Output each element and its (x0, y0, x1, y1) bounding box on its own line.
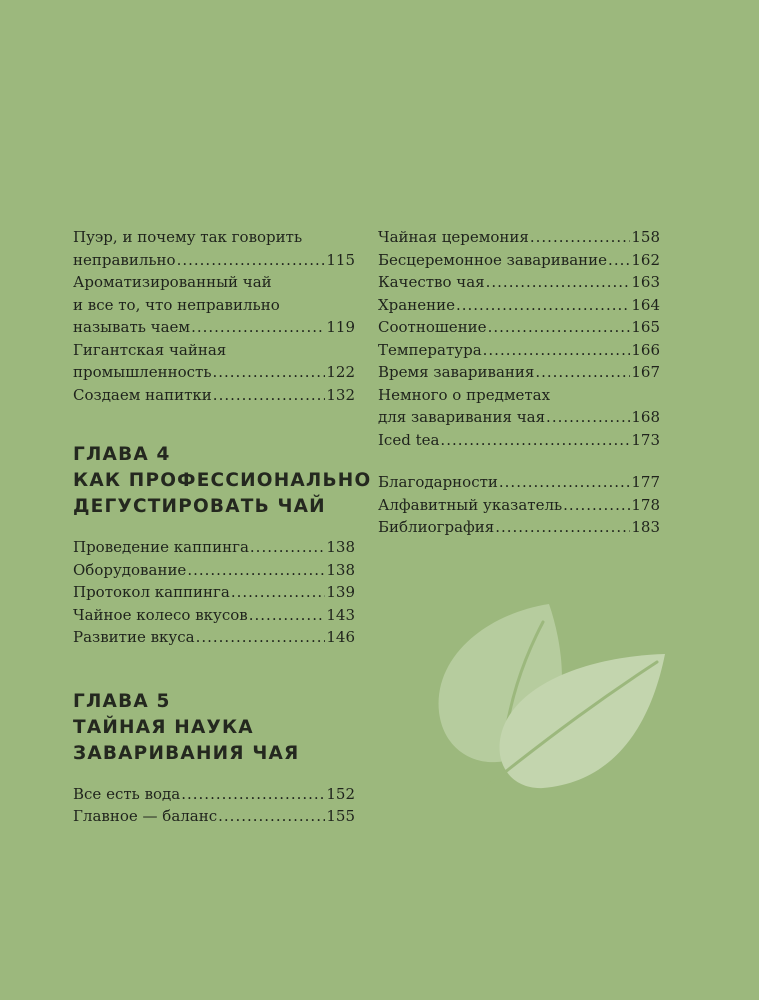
chapter-5-title-line-1: ТАЙНАЯ НАУКА (73, 716, 254, 738)
toc-page-number: 178 (631, 495, 660, 514)
toc-page-number: 155 (326, 807, 355, 825)
dot-leader (191, 316, 325, 339)
dot-leader (530, 226, 630, 249)
toc-back-matter (378, 471, 660, 539)
toc-page-number: 138 (326, 538, 355, 556)
toc-page-number: 119 (326, 318, 355, 336)
dot-leader (535, 361, 630, 384)
toc-entry-title: Iced tea (378, 430, 440, 449)
toc-left-column (73, 226, 372, 828)
toc-entry[interactable] (73, 604, 355, 627)
toc-right-entries (378, 226, 660, 451)
dot-leader (250, 536, 325, 559)
toc-page-number: 122 (326, 363, 355, 381)
chapter-4-entries (73, 536, 355, 649)
toc-entry-title: Благодарности (378, 473, 498, 491)
toc-page-number: 162 (631, 250, 660, 269)
toc-entry[interactable] (378, 226, 660, 249)
toc-entry[interactable] (73, 226, 355, 271)
toc-entry[interactable] (378, 471, 660, 494)
toc-entry-title: Проведение каппинга (73, 538, 249, 556)
toc-entry-text: Немного о предметах (378, 385, 551, 404)
chapter-4-title-line-1: КАК ПРОФЕССИОНАЛЬНО (73, 470, 372, 491)
toc-page-number: 166 (631, 340, 660, 359)
chapter-4-heading (73, 442, 372, 520)
toc-entry-title: Хранение (378, 295, 455, 314)
toc-entry-text: Ароматизированный чай (73, 273, 272, 291)
dot-leader (483, 339, 631, 362)
toc-entry[interactable] (378, 516, 660, 539)
toc-entry[interactable] (73, 581, 355, 604)
dot-leader (187, 559, 325, 582)
toc-entry[interactable] (73, 626, 355, 649)
toc-page-number: 158 (631, 228, 660, 246)
toc-page-number: 183 (631, 518, 660, 536)
chapter-4-title-line-2: ДЕГУСТИРОВАТЬ ЧАЙ (73, 496, 326, 517)
toc-entry-text: Гигантская чайная (73, 340, 227, 359)
dot-leader (499, 471, 630, 494)
toc-entry[interactable] (378, 384, 660, 429)
dot-leader (177, 249, 326, 272)
toc-intro-entries (73, 226, 355, 406)
chapter-5-entries (73, 783, 355, 828)
dot-leader (546, 406, 630, 429)
dot-leader (212, 361, 325, 384)
toc-entry[interactable] (73, 271, 355, 339)
toc-entry-text: Пуэр, и почему так говорить (73, 228, 303, 246)
toc-entry[interactable] (73, 783, 355, 806)
chapter-5-title-line-2: ЗАВАРИВАНИЯ ЧАЯ (73, 742, 300, 764)
dot-leader (456, 294, 630, 317)
toc-page-number: 143 (326, 605, 355, 624)
dot-leader (181, 783, 325, 806)
toc-entry-title: неправильно (73, 250, 176, 269)
toc-entry[interactable] (378, 494, 660, 517)
toc-page-number: 165 (631, 318, 660, 336)
toc-entry-title: Время заваривания (378, 363, 535, 381)
toc-entry-title: Оборудование (73, 560, 187, 579)
toc-entry[interactable] (73, 384, 355, 407)
toc-entry[interactable] (73, 805, 355, 828)
toc-entry[interactable] (378, 361, 660, 384)
toc-page-number: 132 (326, 385, 355, 404)
toc-entry-title: Бесцеремонное заваривание (378, 250, 608, 269)
toc-entry[interactable] (378, 271, 660, 294)
toc-page-number: 146 (326, 628, 355, 646)
toc-entry-text: и все то, что неправильно (73, 295, 280, 314)
tea-leaves-icon (425, 600, 671, 796)
toc-entry[interactable] (73, 536, 355, 559)
dot-leader (213, 384, 326, 407)
chapter-5-number: ГЛАВА 5 (73, 690, 171, 712)
toc-page-number: 168 (631, 408, 660, 426)
toc-entry[interactable] (73, 559, 355, 582)
toc-entry[interactable] (378, 294, 660, 317)
chapter-5-heading (73, 689, 355, 767)
toc-entry-title: для заваривания чая (378, 408, 546, 426)
chapter-4-number: ГЛАВА 4 (73, 444, 171, 465)
toc-page-number: 115 (326, 250, 355, 269)
toc-entry-title: называть чаем (73, 318, 191, 336)
toc-entry[interactable] (378, 339, 660, 362)
toc-entry-title: Развитие вкуса (73, 628, 195, 646)
toc-entry-title: Все есть вода (73, 784, 181, 803)
dot-leader (218, 805, 325, 828)
dot-leader (495, 516, 630, 539)
toc-entry[interactable] (378, 429, 660, 452)
dot-leader (440, 429, 630, 452)
toc-page-number: 138 (326, 560, 355, 579)
toc-entry[interactable] (378, 249, 660, 272)
toc-page-number: 167 (631, 363, 660, 381)
toc-page-number: 163 (631, 273, 660, 291)
dot-leader (196, 626, 326, 649)
dot-leader (486, 271, 631, 294)
toc-entry-title: Главное — баланс (73, 807, 218, 825)
toc-entry-title: Соотношение (378, 318, 487, 336)
toc-entry-title: Алфавитный указатель (378, 495, 563, 514)
toc-page-number: 177 (631, 473, 660, 491)
toc-entry-title: Протокол каппинга (73, 583, 230, 601)
dot-leader (608, 249, 630, 272)
toc-right-column (378, 226, 660, 539)
dot-leader (249, 604, 326, 627)
toc-page-number: 139 (326, 583, 355, 601)
toc-entry-title: Чайное колесо вкусов (73, 605, 248, 624)
toc-entry-title: промышленность (73, 363, 212, 381)
toc-entry[interactable] (73, 339, 355, 384)
toc-page-number: 164 (631, 295, 660, 314)
toc-page-number: 173 (631, 430, 660, 449)
toc-entry-title: Библиография (378, 518, 495, 536)
dot-leader (231, 581, 326, 604)
toc-entry[interactable] (378, 316, 660, 339)
toc-entry-title: Создаем напитки (73, 385, 212, 404)
dot-leader (563, 494, 630, 517)
toc-entry-title: Температура (378, 340, 482, 359)
toc-entry-title: Качество чая (378, 273, 485, 291)
toc-page-number: 152 (326, 784, 355, 803)
toc-entry-title: Чайная церемония (378, 228, 529, 246)
dot-leader (488, 316, 631, 339)
